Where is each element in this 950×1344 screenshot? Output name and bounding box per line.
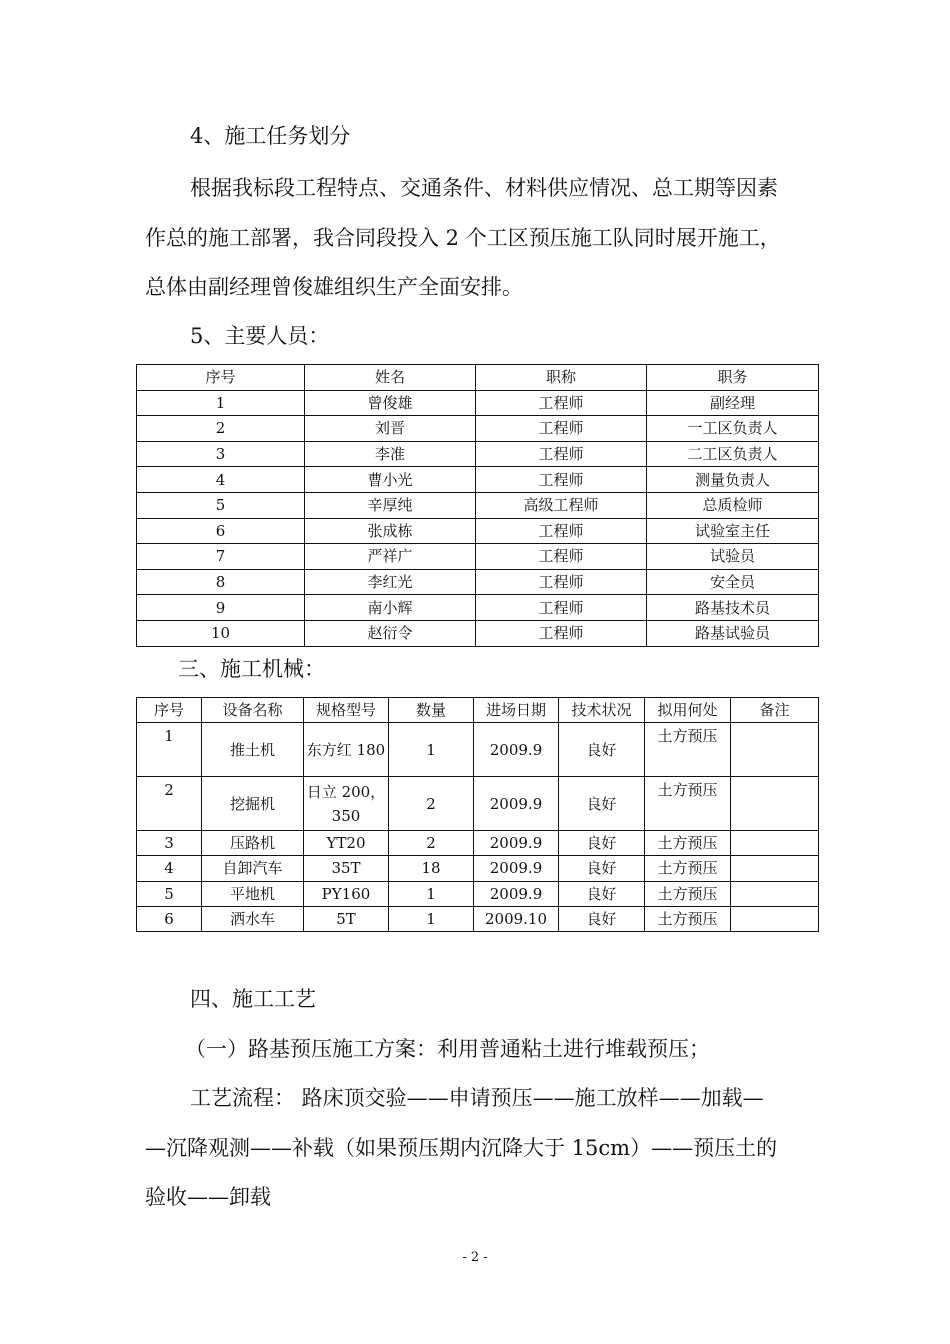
table-cell: 8: [137, 569, 305, 595]
table-cell: [731, 881, 819, 906]
table-row: [137, 544, 819, 570]
header-cell: 备注: [731, 698, 819, 723]
table-row: [137, 906, 819, 931]
table-cell: 推土机: [202, 723, 304, 777]
table-row: [137, 595, 819, 621]
table-cell: 1: [389, 723, 474, 777]
section-5-heading: 5、主要人员：: [190, 324, 330, 348]
table-row: [137, 569, 819, 595]
table-cell: 副经理: [647, 390, 819, 416]
table-cell: 6: [137, 906, 202, 931]
table-cell: 良好: [559, 856, 645, 881]
table-cell: 5: [137, 492, 305, 518]
table-row: [137, 881, 819, 906]
table-cell: 2: [137, 416, 305, 442]
table-cell: 18: [389, 856, 474, 881]
table-cell: 测量负责人: [647, 467, 819, 493]
header-cell: 职务: [647, 365, 819, 391]
table-cell: 试验室主任: [647, 518, 819, 544]
table-cell: 10: [137, 620, 305, 646]
header-cell: 拟用何处: [645, 698, 731, 723]
table-cell: 工程师: [476, 390, 647, 416]
table-cell: 良好: [559, 777, 645, 831]
table-cell: 1: [389, 881, 474, 906]
table-cell: 3: [137, 441, 305, 467]
table-row: [137, 856, 819, 881]
table-cell: 良好: [559, 906, 645, 931]
table-cell: 路基技术员: [647, 595, 819, 621]
table-cell: 2009.9: [474, 856, 559, 881]
table-cell: 良好: [559, 831, 645, 856]
table-cell: PY160: [304, 881, 389, 906]
table-row: [137, 416, 819, 442]
table-cell: 4: [137, 467, 305, 493]
machinery-heading: 三、施工机械：: [178, 657, 325, 681]
table-cell: 刘晋: [305, 416, 476, 442]
table-cell: 土方预压: [645, 856, 731, 881]
table-row: [137, 441, 819, 467]
table-cell: 1: [389, 906, 474, 931]
table-cell: 2009.9: [474, 881, 559, 906]
table-cell: 土方预压: [645, 881, 731, 906]
table-cell: [731, 856, 819, 881]
table-cell: 总质检师: [647, 492, 819, 518]
table-cell: 2: [389, 777, 474, 831]
table-cell: 挖掘机: [202, 777, 304, 831]
table-row: [137, 831, 819, 856]
table-cell: 辛厚纯: [305, 492, 476, 518]
header-cell: 规格型号: [304, 698, 389, 723]
table-cell: 5T: [304, 906, 389, 931]
table-cell: 土方预压: [645, 906, 731, 931]
table-row: [137, 723, 819, 777]
process-flow-line-3: 验收——卸载: [145, 1185, 271, 1209]
table-cell: 工程师: [476, 518, 647, 544]
header-cell: 序号: [137, 365, 305, 391]
process-flow-line-1: 工艺流程： 路床顶交验——申请预压——施工放样——加载—: [190, 1086, 764, 1110]
table-cell: 试验员: [647, 544, 819, 570]
table-cell: 压路机: [202, 831, 304, 856]
section-4-heading: 4、施工任务划分: [190, 124, 351, 148]
table-cell: 2009.9: [474, 723, 559, 777]
table-cell: 工程师: [476, 416, 647, 442]
table-cell: 35T: [304, 856, 389, 881]
table-cell: 2009.9: [474, 777, 559, 831]
header-cell: 技术状况: [559, 698, 645, 723]
table-row: [137, 390, 819, 416]
table-cell: 土方预压: [645, 777, 731, 831]
page-number: - 2 -: [462, 1250, 488, 1265]
table-cell: 东方红 180: [304, 723, 389, 777]
table-cell: 良好: [559, 723, 645, 777]
header-cell: 数量: [389, 698, 474, 723]
table-cell: 土方预压: [645, 831, 731, 856]
table-cell: 曾俊雄: [305, 390, 476, 416]
table-row: [137, 777, 819, 831]
subgrade-preload-plan: （一）路基预压施工方案：利用普通粘土进行堆载预压；: [185, 1037, 710, 1061]
table-row: [137, 518, 819, 544]
header-cell: 设备名称: [202, 698, 304, 723]
table-cell: 日立 200，350: [304, 777, 389, 831]
table-cell: 工程师: [476, 467, 647, 493]
table-cell: 自卸汽车: [202, 856, 304, 881]
task-division-paragraph-line-1: 根据我标段工程特点、交通条件、材料供应情况、总工期等因素: [190, 176, 778, 200]
task-division-paragraph-line-2: 作总的施工部署，我合同段投入 2 个工区预压施工队同时展开施工，: [145, 226, 781, 250]
table-cell: 1: [137, 723, 202, 777]
header-cell: 姓名: [305, 365, 476, 391]
table-header-row: [137, 698, 819, 723]
table-cell: 1: [137, 390, 305, 416]
table-cell: 2009.9: [474, 831, 559, 856]
table-cell: 工程师: [476, 441, 647, 467]
table-cell: 工程师: [476, 595, 647, 621]
table-cell: 严祥广: [305, 544, 476, 570]
table-cell: 2: [389, 831, 474, 856]
machinery-table: [136, 697, 819, 932]
table-cell: 路基试验员: [647, 620, 819, 646]
table-cell: 赵衍令: [305, 620, 476, 646]
table-cell: 土方预压: [645, 723, 731, 777]
table-cell: 2009.10: [474, 906, 559, 931]
table-cell: [731, 777, 819, 831]
table-cell: 5: [137, 881, 202, 906]
table-cell: 李红光: [305, 569, 476, 595]
table-cell: 工程师: [476, 569, 647, 595]
table-cell: [731, 723, 819, 777]
table-cell: 李准: [305, 441, 476, 467]
table-row: [137, 620, 819, 646]
header-cell: 进场日期: [474, 698, 559, 723]
table-cell: YT20: [304, 831, 389, 856]
staff-table: [136, 364, 819, 647]
table-cell: 2: [137, 777, 202, 831]
process-flow-line-2: —沉降观测——补载（如果预压期内沉降大于 15cm）——预压土的: [145, 1136, 778, 1160]
table-cell: 二工区负责人: [647, 441, 819, 467]
table-cell: 3: [137, 831, 202, 856]
table-header-row: [137, 365, 819, 391]
table-cell: 工程师: [476, 544, 647, 570]
task-division-paragraph-line-3: 总体由副经理曾俊雄组织生产全面安排。: [145, 275, 523, 299]
table-cell: 6: [137, 518, 305, 544]
table-cell: 平地机: [202, 881, 304, 906]
table-cell: 安全员: [647, 569, 819, 595]
header-cell: 序号: [137, 698, 202, 723]
table-cell: 高级工程师: [476, 492, 647, 518]
table-cell: 7: [137, 544, 305, 570]
table-cell: 张成栋: [305, 518, 476, 544]
table-cell: 工程师: [476, 620, 647, 646]
table-cell: 一工区负责人: [647, 416, 819, 442]
table-row: [137, 492, 819, 518]
table-cell: 9: [137, 595, 305, 621]
table-cell: 南小辉: [305, 595, 476, 621]
table-cell: 曹小光: [305, 467, 476, 493]
table-cell: 洒水车: [202, 906, 304, 931]
table-row: [137, 467, 819, 493]
section-4-process-heading: 四、施工工艺: [190, 987, 316, 1011]
table-cell: [731, 831, 819, 856]
header-cell: 职称: [476, 365, 647, 391]
table-cell: 良好: [559, 881, 645, 906]
table-cell: 4: [137, 856, 202, 881]
table-cell: [731, 906, 819, 931]
